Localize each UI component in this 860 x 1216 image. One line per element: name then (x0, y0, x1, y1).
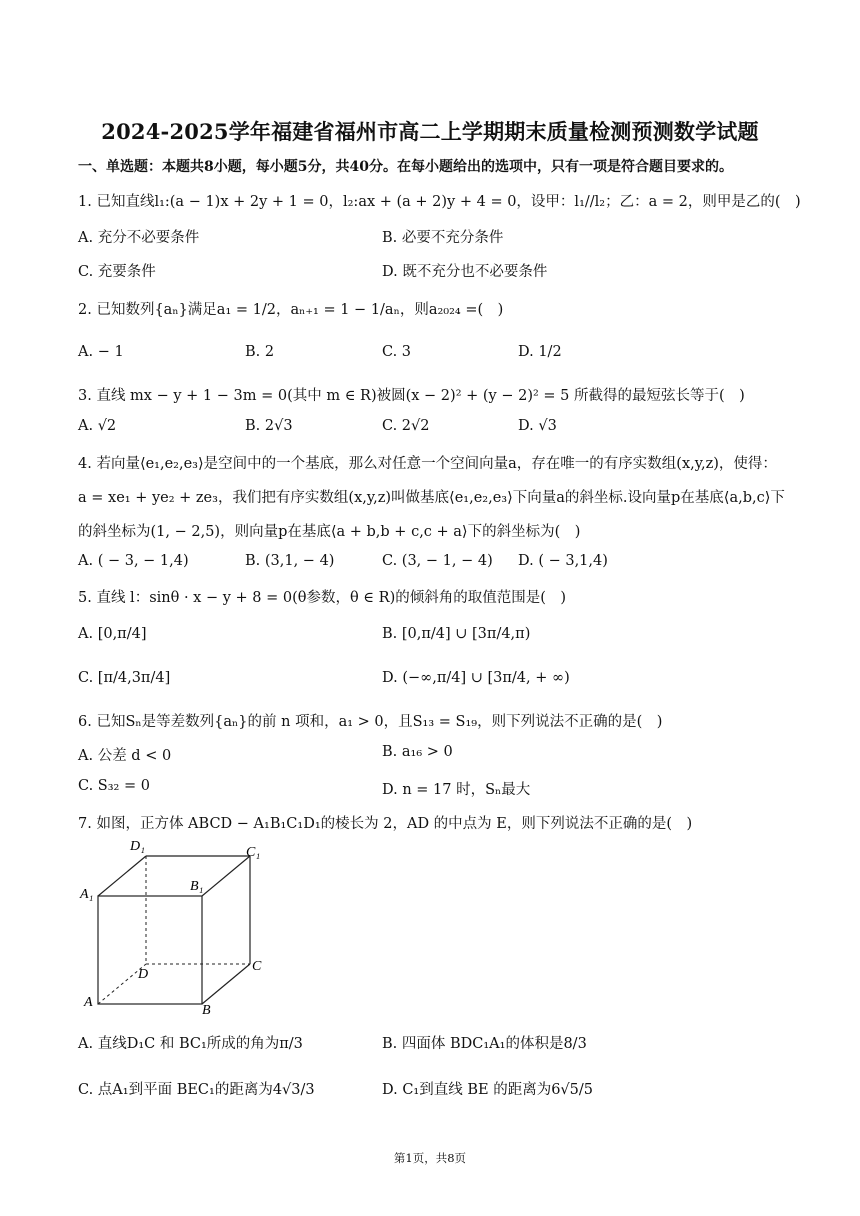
q1-option-b[interactable]: B. 必要不充分条件 (382, 230, 504, 246)
question-3-stem: 3. 直线 mx − y + 1 − 3m = 0(其中 m ∈ R)被圆(x − 2)² + (y − 2)² = 5 所截得的最短弦长等于( ) (78, 388, 745, 404)
label-a: A (84, 995, 93, 1010)
q7-option-d[interactable]: D. C₁到直线 BE 的距离为6√5/5 (382, 1082, 593, 1098)
q4-option-d[interactable]: D. ( − 3,1,4) (518, 553, 608, 569)
question-6-stem: 6. 已知Sₙ是等差数列{aₙ}的前 n 项和，a₁ > 0，且S₁₃ = S₁₉，则下列说法不正确的是( ) (78, 714, 663, 730)
label-c: C (252, 959, 262, 974)
q7-option-a[interactable]: A. 直线D₁C 和 BC₁所成的角为π/3 (78, 1036, 303, 1052)
q2-option-b[interactable]: B. 2 (245, 344, 275, 360)
section-heading: 一、单选题：本题共8小题，每小题5分，共40分。在每小题给出的选项中，只有一项是符合题目要求的。 (78, 159, 733, 175)
label-d: D (138, 967, 149, 982)
q2-option-a[interactable]: A. − 1 (78, 344, 124, 360)
front-face (98, 896, 202, 1004)
label-b: B (202, 1003, 211, 1016)
q5-option-a[interactable]: A. [0,π/4] (78, 626, 147, 642)
q2-option-c[interactable]: C. 3 (382, 344, 412, 360)
q1-option-a[interactable]: A. 充分不必要条件 (78, 230, 200, 246)
page-title: 2024-2025学年福建省福州市高二上学期期末质量检测预测数学试题 (101, 119, 759, 144)
q1-option-d[interactable]: D. 既不充分也不必要条件 (382, 264, 548, 280)
q4-option-b[interactable]: B. (3,1, − 4) (245, 553, 335, 569)
label-b1: B₁ (190, 879, 204, 894)
q3-option-b[interactable]: B. 2√3 (245, 418, 293, 434)
question-4-stem-line-2: a = xe₁ + ye₂ + ze₃，我们把有序实数组(x,y,z)叫做基底⟨e₁,e₂,e₃⟩下向量a的斜坐标.设向量p在基底⟨a,b,c⟩下 (78, 490, 785, 506)
q1-option-c[interactable]: C. 充要条件 (78, 264, 156, 280)
q6-option-d[interactable]: D. n = 17 时，Sₙ最大 (382, 782, 531, 798)
question-5-stem: 5. 直线 l：sinθ · x − y + 8 = 0(θ参数，θ ∈ R)的倾斜角的取值范围是( ) (78, 590, 567, 606)
q6-option-a[interactable]: A. 公差 d < 0 (78, 748, 172, 764)
q3-option-a[interactable]: A. √2 (78, 418, 117, 434)
question-4-stem-line-1: 4. 若向量⟨e₁,e₂,e₃⟩是空间中的一个基底，那么对任意一个空间向量a，存在唯一的有序实数组(x,y,z)，使得： (78, 456, 777, 472)
q3-option-d[interactable]: D. √3 (518, 418, 557, 434)
label-c1: C₁ (246, 845, 261, 860)
edge-a1-d1 (98, 856, 146, 896)
q5-option-b[interactable]: B. [0,π/4] ∪ [3π/4,π) (382, 626, 531, 642)
edge-b-c (202, 964, 250, 1004)
question-4-stem-line-3: 的斜坐标为(1, − 2,5)，则向量p在基底⟨a + b,b + c,c + a⟩下的斜坐标为( ) (78, 524, 581, 540)
q2-option-d[interactable]: D. 1/2 (518, 344, 562, 360)
q3-option-c[interactable]: C. 2√2 (382, 418, 430, 434)
q6-option-c[interactable]: C. S₃₂ = 0 (78, 778, 150, 794)
question-2-stem: 2. 已知数列{aₙ}满足a₁ = 1/2，aₙ₊₁ = 1 − 1/aₙ，则a₂₀₂₄ =( ) (78, 302, 504, 318)
edge-b1-c1 (202, 856, 250, 896)
cube-figure (78, 836, 278, 1016)
q7-option-c[interactable]: C. 点A₁到平面 BEC₁的距离为4√3/3 (78, 1082, 315, 1098)
q4-option-c[interactable]: C. (3, − 1, − 4) (382, 553, 493, 569)
label-d1: D₁ (130, 839, 145, 854)
question-7-stem: 7. 如图，正方体 ABCD − A₁B₁C₁D₁的棱长为 2，AD 的中点为 E，则下列说法不正确的是( ) (78, 816, 693, 832)
label-a1: A₁ (80, 887, 94, 902)
q4-option-a[interactable]: A. ( − 3, − 1,4) (78, 553, 189, 569)
q5-option-d[interactable]: D. (−∞,π/4] ∪ [3π/4, + ∞) (382, 670, 570, 686)
question-1-stem: 1. 已知直线l₁:(a − 1)x + 2y + 1 = 0，l₂:ax + (a + 2)y + 4 = 0，设甲：l₁//l₂；乙：a = 2，则甲是乙的( ) (78, 194, 801, 210)
page-footer: 第1页，共8页 (393, 1151, 467, 1165)
q7-option-b[interactable]: B. 四面体 BDC₁A₁的体积是8/3 (382, 1036, 587, 1052)
q6-option-b[interactable]: B. a₁₆ > 0 (382, 744, 453, 760)
q5-option-c[interactable]: C. [π/4,3π/4] (78, 670, 171, 686)
